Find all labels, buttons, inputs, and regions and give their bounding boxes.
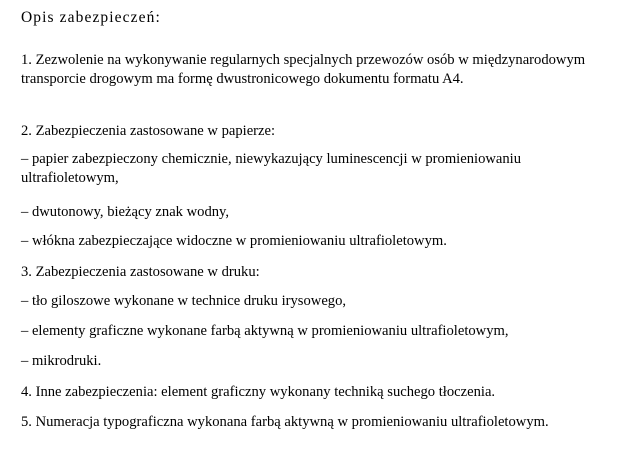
paragraph-6: 3. Zabezpieczenia zastosowane w druku: xyxy=(21,264,260,280)
paragraph-10: 4. Inne zabezpieczenia: element graficzny wykonany techniką suchego tłoczenia. xyxy=(21,384,496,400)
paragraph-11: 5. Numeracja typograficzna wykonana farbą aktywną w promieniowaniu ultrafioletowym. xyxy=(21,414,549,430)
paragraph-5: – włókna zabezpieczające widoczne w promieniowaniu ultrafioletowym. xyxy=(21,233,447,249)
paragraph-7: – tło giloszowe wykonane w technice druku irysowego, xyxy=(21,293,347,309)
document-title: Opis zabezpieczeń: xyxy=(21,9,161,26)
paragraph-4: – dwutonowy, bieżący znak wodny, xyxy=(21,204,230,220)
paragraph-9: – mikrodruki. xyxy=(21,353,102,369)
paragraph-8: – elementy graficzne wykonane farbą aktywną w promieniowaniu ultrafioletowym, xyxy=(21,323,509,339)
paragraph-2: 2. Zabezpieczenia zastosowane w papierze: xyxy=(21,123,276,139)
paragraph-1: 1. Zezwolenie na wykonywanie regularnych specjalnych przewozów osób w międzynarodowym transporcie drogowym ma formę dwustronicowego dokumentu formatu A4. xyxy=(21,52,586,87)
paragraph-3: – papier zabezpieczony chemicznie, niewykazujący luminescencji w promieniowaniu ultrafioletowym, xyxy=(21,151,522,186)
